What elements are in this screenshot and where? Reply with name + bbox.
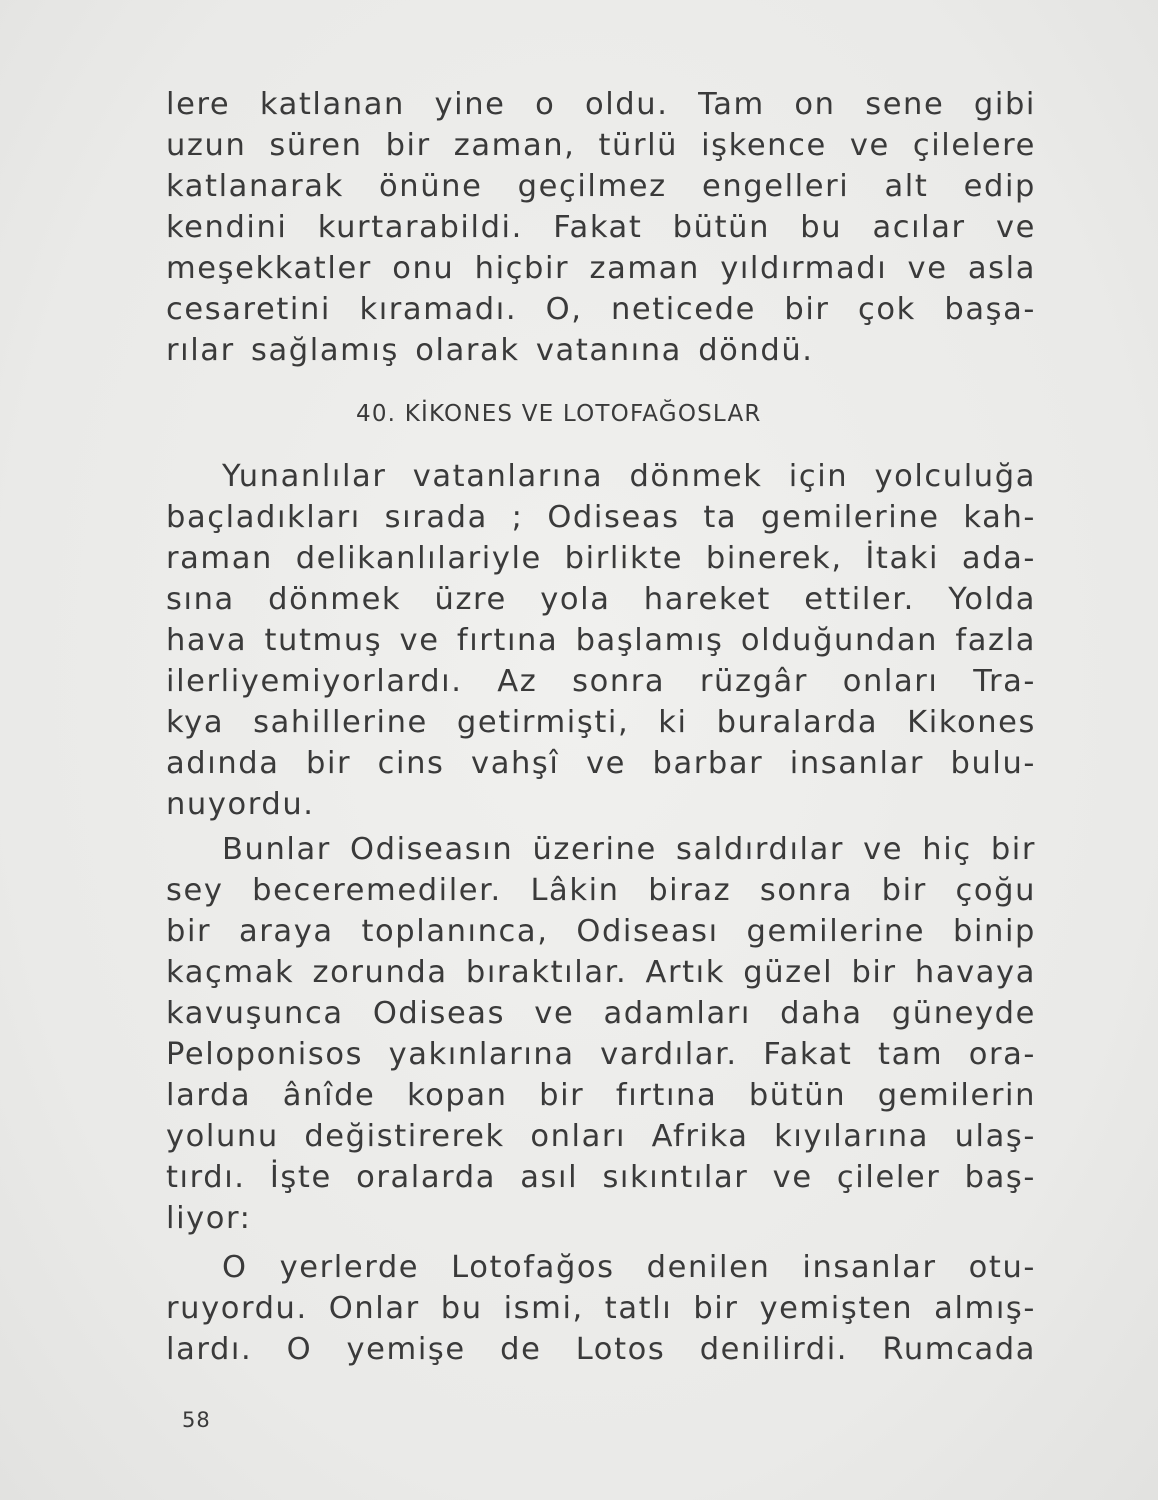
text-line: adında bir cins vahşî ve barbar insanlar bulu- [166,746,1036,781]
text-line: tırdı. İşte oralarda asıl sıkıntılar ve çileler baş- [166,1160,1036,1195]
text-line: kaçmak zorunda bıraktılar. Artık güzel bir havaya [166,955,1036,990]
text-line: lardı. O yemişe de Lotos denilirdi. Rumcada [166,1332,1036,1367]
text-line: hava tutmuş ve fırtına başlamış olduğundan fazla [166,623,1036,658]
text-line: Peloponisos yakınlarına vardılar. Fakat tam ora- [166,1037,1036,1072]
paragraph-1 [166,456,1036,825]
paragraph-3 [166,1247,1036,1370]
text-line: lere katlanan yine o oldu. Tam on sene gibi [166,87,1036,122]
text-line: sey beceremediler. Lâkin biraz sonra bir çoğu [166,873,1036,908]
text-line: kavuşunca Odiseas ve adamları daha güneyde [166,996,1036,1031]
text-line: Bunlar Odiseasın üzerine saldırdılar ve hiç bir [222,832,1036,867]
text-line: yolunu değistirerek onları Afrika kıyılarına ulaş- [166,1119,1036,1154]
page-number: 58 [182,1408,211,1432]
text-line: Yunanlılar vatanlarına dönmek için yolculuğa [222,459,1036,494]
section-heading: 40. KİKONES VE LOTOFAĞOSLAR [356,401,762,427]
text-line: baçladıkları sırada ; Odiseas ta gemilerine kah- [166,500,1036,535]
paragraph-2 [166,829,1036,1239]
text-line: ilerliyemiyorlardı. Az sonra rüzgâr onları Tra- [166,664,1036,699]
text-line: O yerlerde Lotofağos denilen insanlar otu- [222,1250,1036,1285]
text-line: ruyordu. Onlar bu ismi, tatlı bir yemişten almış- [166,1291,1036,1326]
text-line: katlanarak önüne geçilmez engelleri alt edip [166,169,1036,204]
text-line: rılar sağlamış olarak vatanına döndü. [166,333,814,368]
text-line: raman delikanlılariyle birlikte binerek, İtaki ada- [166,541,1036,576]
text-line: kendini kurtarabildi. Fakat bütün bu acılar ve [166,210,1036,245]
text-line: cesaretini kıramadı. O, neticede bir çok başa- [166,292,1036,327]
text-line: bir araya toplanınca, Odiseası gemilerine binip [166,914,1036,949]
text-line: meşekkatler onu hiçbir zaman yıldırmadı ve asla [166,251,1036,286]
intro-paragraph [166,84,1036,371]
text-line: larda ânîde kopan bir fırtına bütün gemilerin [166,1078,1036,1113]
text-line: uzun süren bir zaman, türlü işkence ve çilelere [166,128,1036,163]
text-line: liyor: [166,1201,252,1236]
text-line: sına dönmek üzre yola hareket ettiler. Yolda [166,582,1036,617]
text-line: nuyordu. [166,787,315,822]
text-line: kya sahillerine getirmişti, ki buralarda Kikones [166,705,1036,740]
